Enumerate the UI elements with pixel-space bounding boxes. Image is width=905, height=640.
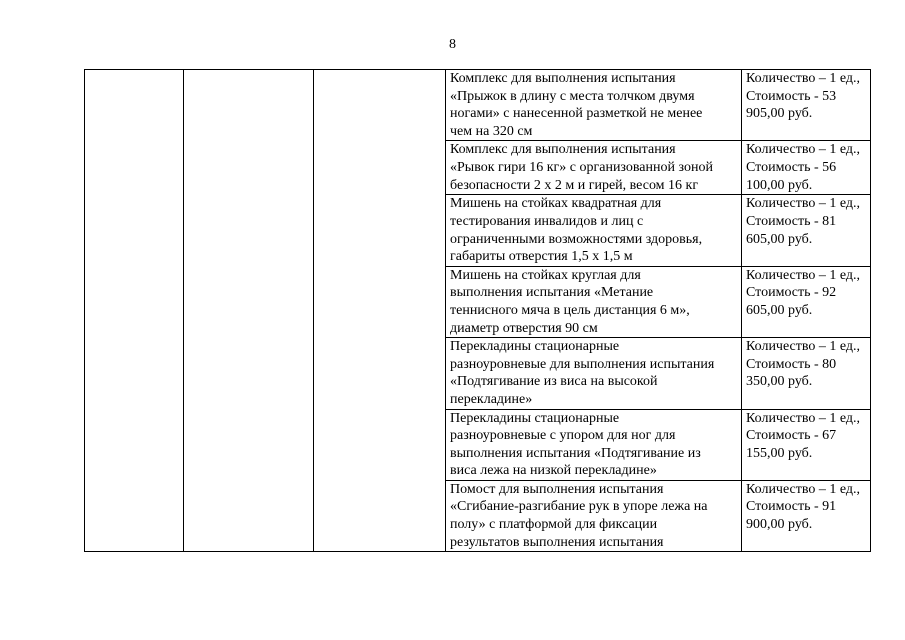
item-description: Перекладины стационарные разноуровневые для выполнения испытания «Подтягивание из виса на высокой перекладине»: [450, 339, 715, 407]
item-description: Помост для выполнения испытания «Сгибание-разгибание рук в упоре лежа на полу» с платформой для фиксации результатов выполнения испытания: [450, 481, 708, 550]
item-details: Количество – 1 ед., Стоимость - 92 605,00 руб.: [746, 267, 861, 318]
item-description: Перекладины стационарные разноуровневые с упором для ног для выполнения испытания «Подтягивание из виса лежа на низкой перекладине»: [450, 410, 701, 479]
item-details: Количество – 1 ед., Стоимость - 80 350,00 руб.: [746, 339, 861, 390]
item-details: Количество – 1 ед., Стоимость - 67 155,00 руб.: [746, 410, 861, 461]
item-description-cell: [446, 266, 742, 337]
item-details: Количество – 1 ед., Стоимость - 81 605,00 руб.: [746, 196, 861, 247]
item-description-cell: [446, 141, 742, 195]
item-description-cell: [446, 338, 742, 409]
item-description-cell: [446, 195, 742, 266]
item-details-cell: [742, 195, 871, 266]
item-details-cell: [742, 70, 871, 141]
equipment-table-body: [85, 70, 871, 552]
item-details-cell: [742, 141, 871, 195]
item-details: Количество – 1 ед., Стоимость - 56 100,00 руб.: [746, 142, 861, 193]
equipment-table: [84, 69, 871, 552]
item-details-cell: [742, 266, 871, 337]
item-details-cell: [742, 409, 871, 480]
table-row: [85, 70, 871, 141]
item-description: Комплекс для выполнения испытания «Рывок гири 16 кг» с организованной зоной безопасности 2 х 2 м и гирей, весом 16 кг: [450, 142, 713, 193]
empty-cell: [184, 70, 314, 552]
page-number: 8: [449, 37, 456, 52]
item-description-cell: [446, 409, 742, 480]
item-details-cell: [742, 480, 871, 551]
item-details-cell: [742, 338, 871, 409]
item-details: Количество – 1 ед., Стоимость - 91 900,00 руб.: [746, 481, 861, 533]
item-description: Комплекс для выполнения испытания «Прыжок в длину с места толчком двумя ногами» с нанесенной разметкой не менее чем на 320 см: [450, 71, 703, 139]
empty-cell: [314, 70, 446, 552]
item-description-cell: [446, 70, 742, 141]
item-description: Мишень на стойках круглая для выполнения испытания «Метание теннисного мяча в цель дистанция 6 м», диаметр отверстия 90 см: [450, 267, 690, 336]
item-description: Мишень на стойках квадратная для тестирования инвалидов и лиц с ограниченными возможностями здоровья, габариты отверстия 1,5 х 1,5 м: [450, 196, 703, 265]
empty-cell: [85, 70, 184, 552]
item-description-cell: [446, 480, 742, 551]
item-details: Количество – 1 ед., Стоимость - 53 905,00 руб.: [746, 71, 861, 122]
